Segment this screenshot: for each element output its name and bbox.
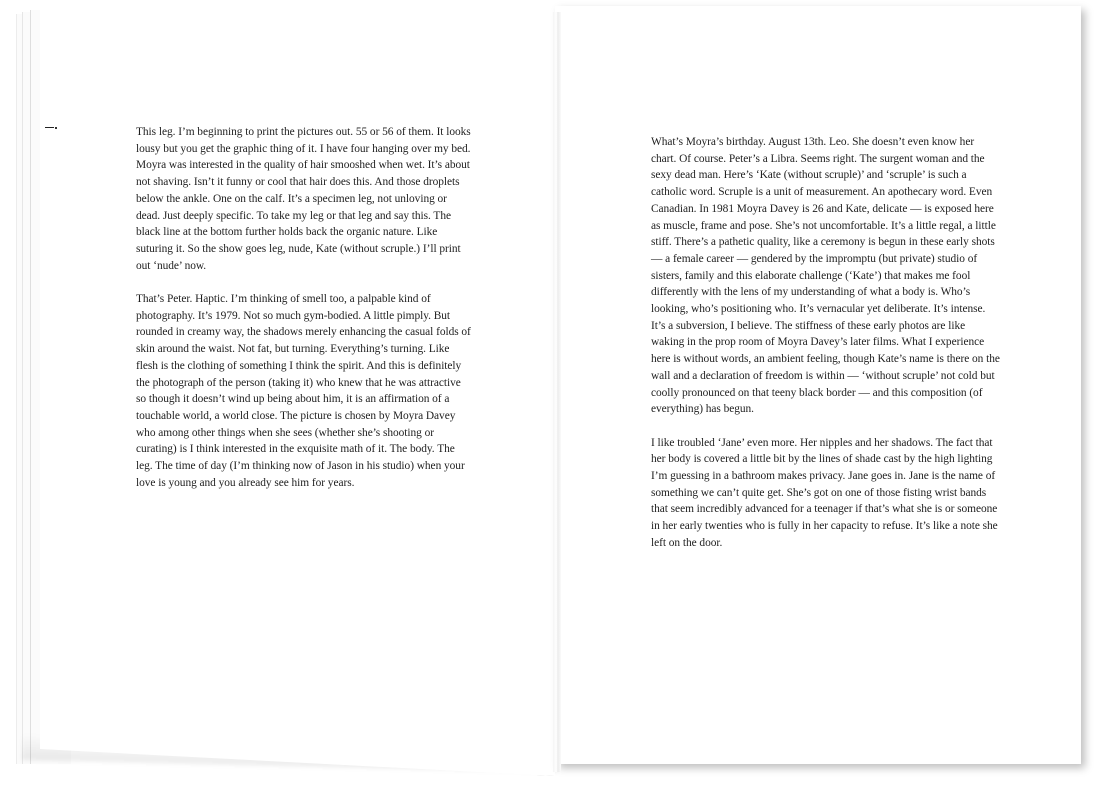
margin-mark-dot [55,127,57,129]
paragraph: What’s Moyra’s birthday. August 13th. Leo. She doesn’t even know her chart. Of course. Peter’s a Libra. Seems right. The surgent woman and the sexy dead man. Here’s ‘Kate (without scruple)’ and ‘scruple’ is such a catholic word. Scruple is a unit of measurement. An apothecary word. Even Canadian. In 1981 Moyra Davey is 26 and Kate, delicate — is exposed here as muscle, frame and pose. She’s not uncomfortable. It’s a little regal, a little stiff. There’s a pathetic quality, like a ceremony is begun in these early shots — a female career — gendered by the impromptu (but private) studio of sisters, family and this elaborate challenge (‘Kate’) that makes me fool differently with the lens of my understanding of what a body is. Who’s looking, who’s positioning who. It’s vernacular yet deliberate. It’s intense. It’s a subversion, I believe. The stiffness of these early photos are like waking in the prop room of Moyra Davey’s later films. What I experience here is without words, an ambient feeling, though Kate’s name is there on the wall and a declaration of freedom is within — ‘without scruple’ not cold but coolly pronounced on that teeny black border — and this composition (of everything) has begun. [651,136,1000,416]
margin-mark [45,127,54,128]
paragraph: I like troubled ‘Jane’ even more. Her nipples and her shadows. The fact that her body is covered a little bit by the lines of shade cast by the high lighting I’m guessing in a bathroom makes privacy. Jane goes in. Jane is the name of something we can’t quite get. She’s got on one of those fisting wrist bands that seem incredibly advanced for a teenager if that’s what she is or someone in her early twenties who is fully in her capacity to refuse. It’s like a note she left on the door. [651,436,998,549]
left-page-text [136,124,472,508]
book-gutter [553,12,561,772]
paragraph: That’s Peter. Haptic. I’m thinking of smell too, a palpable kind of photography. It’s 1979. Not so much gym-bodied. A little pimply. But rounded in creamy way, the shadows merely enhancing the casual folds of skin around the waist. Not fat, but turning. Everything’s turning. Like flesh is the clothing of something I think the spirit. And this is definitely the photograph of the person (taking it) who knew that he was attractive so though it doesn’t wind up being about him, it is an affirmation of a touchable world, a world close. The picture is chosen by Moyra Davey who among other things when she sees (whether she’s shooting or curating) is I think interested in the exquisite math of it. The body. The leg. The time of day (I’m thinking now of Jason in his studio) when your love is young and you already see him for years. [136,293,471,489]
paragraph: This leg. I’m beginning to print the pictures out. 55 or 56 of them. It looks lousy but you get the graphic thing of it. I have four hanging over my bed. Moyra was interested in the quality of hair smooshed when wet. It’s about not shaving. Isn’t it funny or cool that hair does this. And those droplets below the ankle. One on the calf. It’s a specimen leg, not unloving or dead. Just deeply specific. To take my leg or that leg and say this. The black line at the bottom further holds back the organic nature. Like suturing it. So the show goes leg, nude, Kate (without scruple.) I’ll print out ‘nude’ now. [136,126,471,272]
right-page-text [651,134,1001,568]
